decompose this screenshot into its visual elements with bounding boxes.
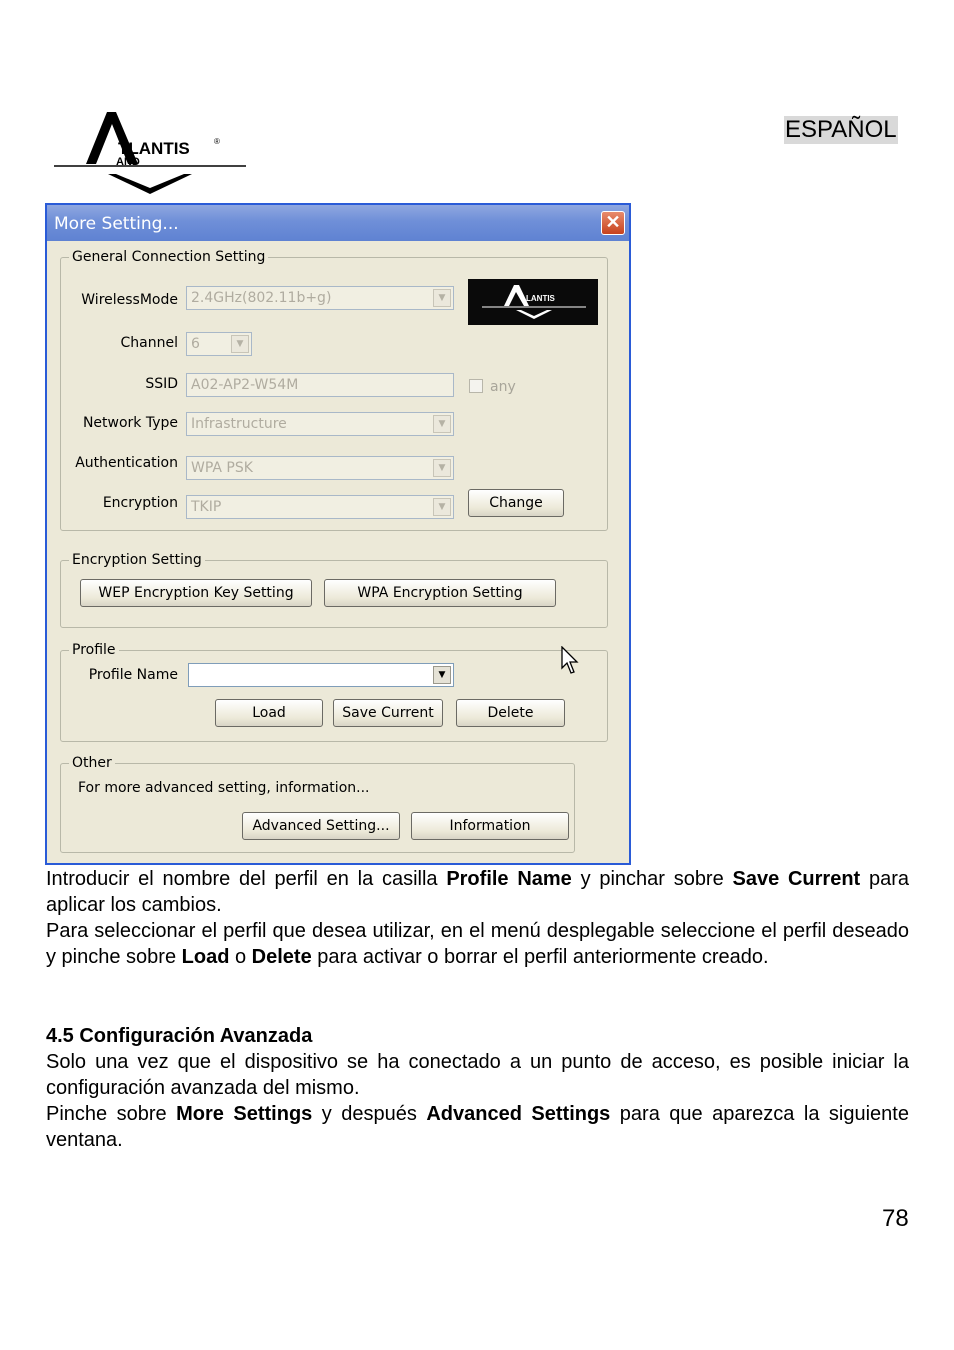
channel-value: 6	[191, 336, 200, 352]
text-span: y pinchar sobre	[571, 868, 733, 890]
wireless-mode-select[interactable]	[186, 286, 454, 310]
chevron-down-icon: ▼	[433, 289, 451, 307]
delete-button[interactable]: Delete	[456, 699, 565, 727]
wireless-mode-label: WirelessMode	[81, 292, 178, 308]
svg-text:AND: AND	[116, 156, 140, 168]
authentication-label: Authentication	[75, 455, 178, 471]
paragraph-select-profile	[46, 918, 909, 970]
any-checkbox[interactable]	[469, 379, 483, 393]
bold-term: More Settings	[176, 1103, 313, 1125]
text-span: o	[229, 946, 252, 968]
network-type-value: Infrastructure	[191, 416, 287, 432]
ssid-label: SSID	[145, 376, 178, 392]
advanced-setting-button[interactable]: Advanced Setting...	[242, 812, 400, 840]
svg-text:TLANTIS: TLANTIS	[118, 139, 190, 158]
dialog-title: More Setting...	[54, 214, 179, 234]
bold-term: Load	[181, 946, 230, 968]
wpa-encryption-setting-button[interactable]: WPA Encryption Setting	[324, 579, 556, 607]
encryption-label: Encryption	[102, 495, 178, 511]
chevron-down-icon: ▼	[231, 335, 249, 353]
authentication-select[interactable]	[186, 456, 454, 480]
page-number: 78	[882, 1205, 909, 1232]
bold-term: Delete	[251, 946, 312, 968]
any-label: any	[490, 379, 516, 395]
paragraph-profile-name	[46, 866, 909, 918]
language-label: ESPAÑOL	[785, 116, 897, 143]
other-description: For more advanced setting, information...	[78, 780, 370, 796]
atlantis-mini-logo	[468, 279, 598, 325]
text-span: para aplicar los cambios.	[46, 868, 909, 916]
ssid-input[interactable]	[186, 373, 454, 397]
load-button[interactable]: Load	[215, 699, 323, 727]
paragraph-advanced-intro	[46, 1049, 909, 1101]
encryption-select[interactable]	[186, 495, 454, 519]
section-heading: 4.5 Configuración Avanzada	[46, 1025, 313, 1047]
svg-text:LANTIS: LANTIS	[526, 294, 555, 303]
text-span: y después	[312, 1103, 427, 1125]
profile-legend: Profile	[69, 642, 119, 658]
encryption-value: TKIP	[191, 499, 222, 515]
dialog-titlebar[interactable]	[47, 205, 629, 241]
chevron-down-icon[interactable]: ▼	[433, 666, 451, 684]
text-span: para que aparezca la siguiente ventana.	[46, 1103, 909, 1151]
atlantis-logo	[52, 108, 248, 198]
chevron-down-icon: ▼	[433, 415, 451, 433]
close-button[interactable]: ✕	[601, 211, 625, 235]
bold-term: Advanced Settings	[426, 1103, 611, 1125]
authentication-value: WPA PSK	[191, 460, 253, 476]
wep-key-setting-button[interactable]: WEP Encryption Key Setting	[80, 579, 312, 607]
general-connection-legend: General Connection Setting	[69, 249, 268, 265]
paragraph-advanced-instructions	[46, 1101, 909, 1153]
text-span: Pinche sobre	[46, 1103, 177, 1125]
wireless-mode-value: 2.4GHz(802.11b+g)	[191, 290, 332, 306]
change-button[interactable]: Change	[468, 489, 564, 517]
bold-term: Profile Name	[446, 868, 572, 890]
more-setting-dialog	[45, 203, 631, 865]
network-type-label: Network Type	[82, 415, 178, 431]
text-span: para activar o borrar el perfil anteriormente creado.	[311, 946, 769, 968]
other-legend: Other	[69, 755, 115, 771]
chevron-down-icon: ▼	[433, 459, 451, 477]
mouse-cursor-icon	[561, 646, 581, 676]
network-type-select[interactable]	[186, 412, 454, 436]
channel-label: Channel	[120, 335, 178, 351]
encryption-setting-legend: Encryption Setting	[69, 552, 205, 568]
text-span: Solo una vez que el dispositivo se ha conectado a un punto de acceso, es posible iniciar la configuración avanzada del mismo.	[46, 1051, 909, 1099]
save-current-button[interactable]: Save Current	[333, 699, 443, 727]
profile-name-label: Profile Name	[88, 667, 178, 683]
chevron-down-icon: ▼	[433, 498, 451, 516]
svg-text:®: ®	[214, 137, 220, 146]
text-span: Introducir el nombre del perfil en la casilla	[46, 868, 447, 890]
channel-select[interactable]	[186, 332, 252, 356]
ssid-value: A02-AP2-W54M	[191, 377, 299, 393]
text-span: Para seleccionar el perfil que desea utilizar, en el menú desplegable seleccione el perfil deseado y pinche sobre	[46, 920, 909, 968]
profile-name-combobox[interactable]	[188, 663, 454, 687]
bold-term: Save Current	[732, 868, 861, 890]
information-button[interactable]: Information	[411, 812, 569, 840]
